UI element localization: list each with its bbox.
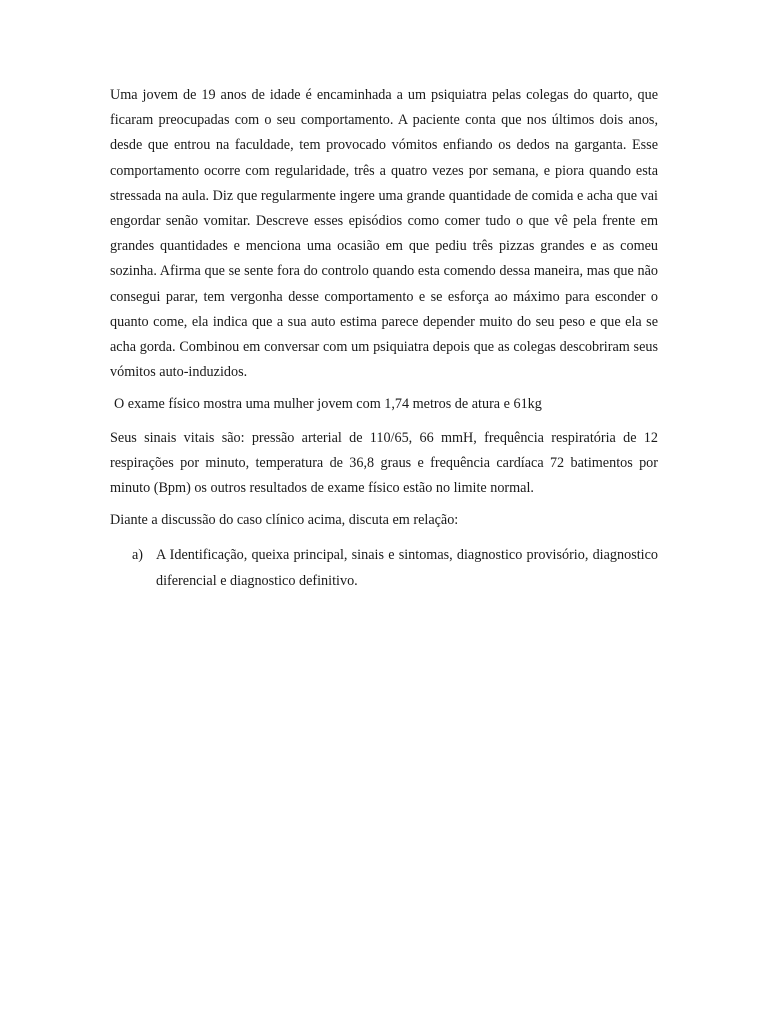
question-list	[110, 543, 658, 593]
list-item	[132, 543, 658, 593]
discussion-prompt-paragraph: Diante a discussão do caso clínico acima, discuta em relação:	[110, 512, 459, 529]
vital-signs-paragraph: Seus sinais vitais são: pressão arterial de 110/65, 66 mmH, frequência respiratória de 12 respirações por minuto, temperatura de 36,8 graus e frequência cardíaca 72 batimentos por minuto (Bpm) os outros resultados de exame físico estão no limite normal.	[110, 429, 658, 497]
physical-exam-paragraph: O exame físico mostra uma mulher jovem com 1,74 metros de atura e 61kg	[114, 396, 542, 413]
document-page	[110, 83, 658, 594]
list-marker: a)	[132, 547, 144, 564]
list-item-text: A Identificação, queixa principal, sinais e sintomas, diagnostico provisório, diagnostico diferencial e diagnostico definitivo.	[156, 547, 658, 589]
case-description-paragraph: Uma jovem de 19 anos de idade é encaminhada a um psiquiatra pelas colegas do quarto, que ficaram preocupadas com o seu comportamento. A paciente conta que nos últimos dois anos, desde que entrou na faculdade, tem provocado vómitos enfiando os dedos na garganta. Esse comportamento ocorre com regularidade, três a quatro vezes por semana, e piora quando esta stressada na aula. Diz que regularmente ingere uma grande quantidade de comida e acha que vai engordar senão vomitar. Descreve esses episódios como comer tudo o que vê pela frente em grandes quantidades e menciona uma ocasião em que pediu três pizzas grandes e as comeu sozinha. Afirma que se sente fora do controlo quando esta comendo dessa maneira, mas que não consegui parar, tem vergonha desse comportamento e se esforça ao máximo para esconder o quanto come, ela indica que a sua auto estima parece depender muito do seu peso e que ela se acha gorda. Combinou em conversar com um psiquiatra depois que as colegas descobriram seus vómitos auto-induzidos.	[110, 87, 658, 381]
